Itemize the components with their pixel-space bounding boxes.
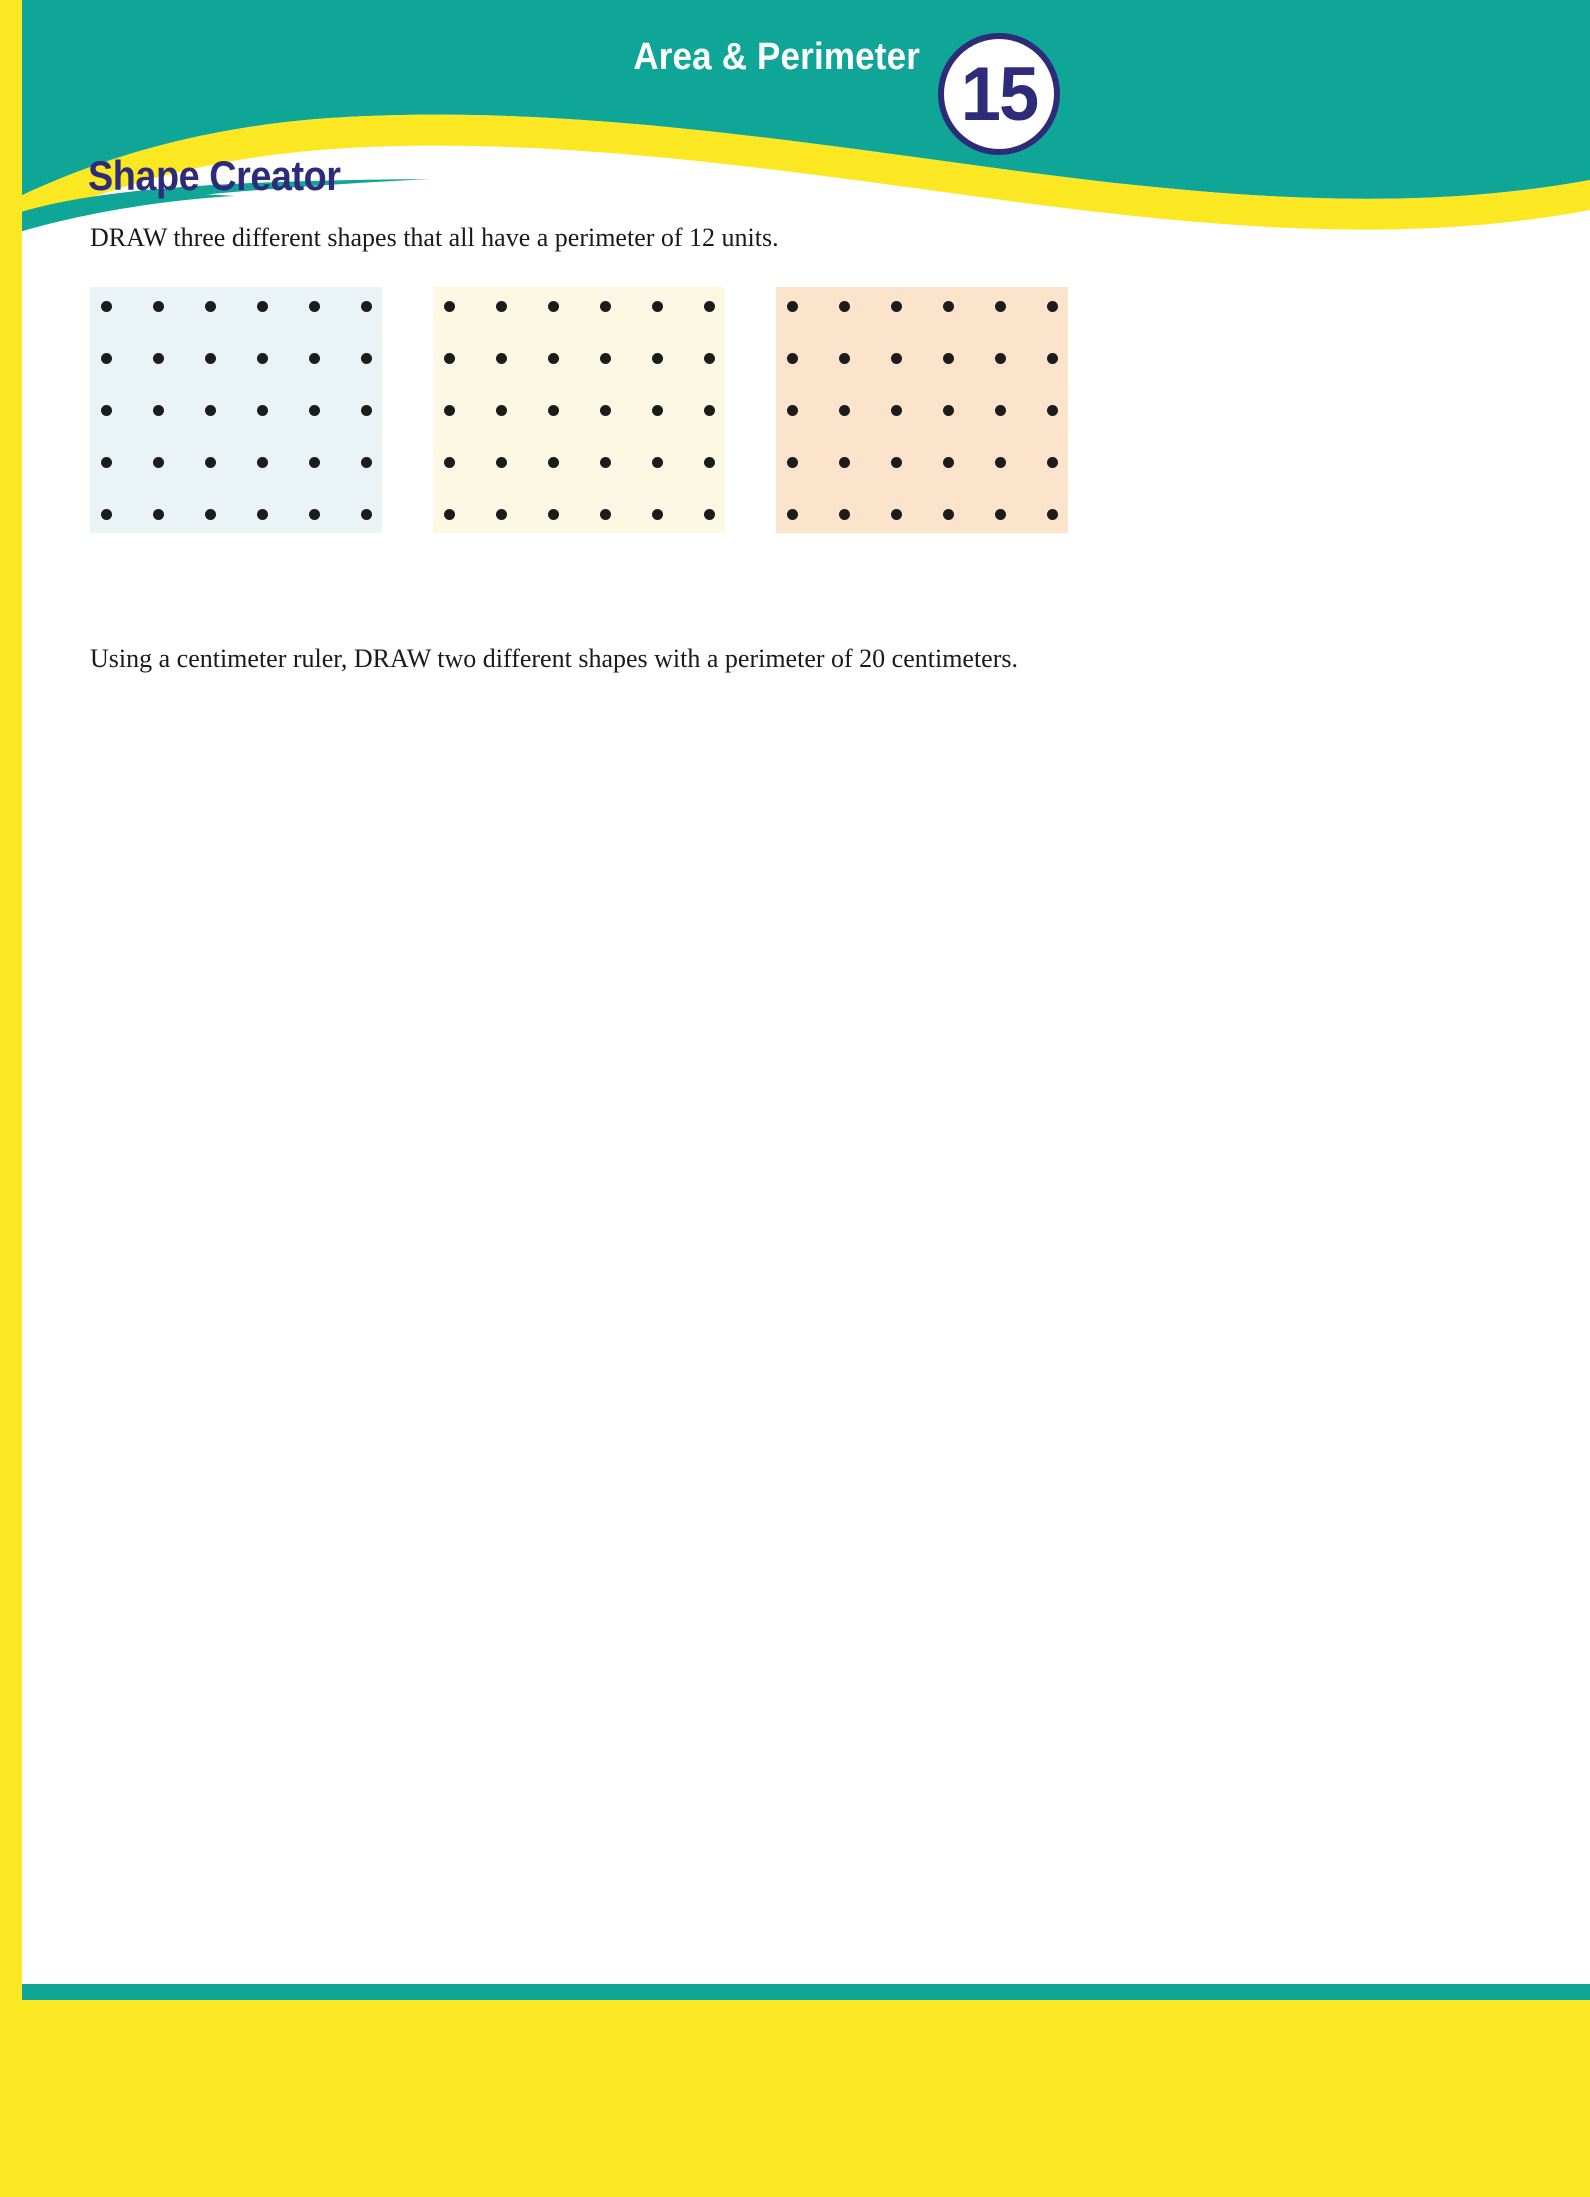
left-edge-accent-bar: [0, 0, 22, 2197]
grid-dot: [309, 457, 320, 468]
grid-dot: [309, 353, 320, 364]
page-number-label: 15: [960, 51, 1038, 137]
grid-dot: [891, 353, 902, 364]
grid-dot: [101, 353, 112, 364]
grid-dot: [496, 509, 507, 520]
grid-dot: [101, 509, 112, 520]
dot-grid-work-area: [90, 287, 1090, 537]
grid-dot: [600, 353, 611, 364]
grid-dot: [101, 301, 112, 312]
grid-dot: [704, 405, 715, 416]
blank-answer-space[interactable]: [90, 700, 1490, 1460]
dot-grid-1[interactable]: [90, 287, 382, 533]
grid-dot: [361, 509, 372, 520]
grid-dot: [257, 353, 268, 364]
grid-dot: [548, 509, 559, 520]
grid-dot: [444, 353, 455, 364]
grid-dot: [704, 509, 715, 520]
grid-dot: [600, 301, 611, 312]
grid-dot: [1047, 353, 1058, 364]
grid-dot: [995, 405, 1006, 416]
grid-dot: [600, 509, 611, 520]
grid-dot: [787, 457, 798, 468]
grid-dot: [787, 509, 798, 520]
instruction-text-1: DRAW three different shapes that all have a perimeter of 12 units.: [90, 223, 779, 252]
grid-dot: [496, 353, 507, 364]
dot-grid-2[interactable]: [433, 287, 725, 533]
grid-dot: [444, 457, 455, 468]
unit-title: Area & Perimeter: [633, 36, 920, 78]
grid-dot: [1047, 457, 1058, 468]
grid-dot: [153, 301, 164, 312]
grid-dot: [839, 405, 850, 416]
grid-dot: [839, 457, 850, 468]
instruction-text-2: Using a centimeter ruler, DRAW two different shapes with a perimeter of 20 centimeters.: [90, 644, 1019, 673]
grid-dot: [361, 301, 372, 312]
grid-dot: [496, 405, 507, 416]
grid-dot: [839, 353, 850, 364]
grid-dot: [205, 353, 216, 364]
grid-dot: [652, 405, 663, 416]
grid-dot: [943, 353, 954, 364]
grid-dot: [600, 457, 611, 468]
grid-dot: [995, 457, 1006, 468]
grid-dot: [943, 509, 954, 520]
grid-dot: [891, 301, 902, 312]
grid-dot: [891, 509, 902, 520]
grid-dot: [943, 457, 954, 468]
grid-dot: [787, 301, 798, 312]
grid-dot: [444, 509, 455, 520]
grid-dot: [839, 509, 850, 520]
grid-dot: [652, 301, 663, 312]
grid-dot: [891, 457, 902, 468]
grid-dot: [361, 457, 372, 468]
grid-dot: [787, 353, 798, 364]
grid-dot: [704, 457, 715, 468]
grid-dot: [891, 405, 902, 416]
grid-dot: [205, 301, 216, 312]
grid-dot: [444, 405, 455, 416]
grid-dot: [205, 509, 216, 520]
grid-dot: [361, 405, 372, 416]
dot-grid-3[interactable]: [776, 287, 1068, 533]
grid-dot: [153, 405, 164, 416]
grid-dot: [652, 353, 663, 364]
grid-dot: [257, 509, 268, 520]
grid-dot: [548, 301, 559, 312]
grid-dot: [153, 353, 164, 364]
grid-dot: [704, 353, 715, 364]
grid-dot: [496, 301, 507, 312]
grid-dot: [995, 353, 1006, 364]
grid-dot: [548, 457, 559, 468]
grid-dot: [496, 457, 507, 468]
grid-dot: [361, 353, 372, 364]
grid-dot: [548, 405, 559, 416]
grid-dot: [257, 457, 268, 468]
grid-dot: [704, 301, 715, 312]
grid-dot: [205, 457, 216, 468]
grid-dot: [787, 405, 798, 416]
grid-dot: [1047, 301, 1058, 312]
grid-dot: [839, 301, 850, 312]
grid-dot: [309, 509, 320, 520]
grid-dot: [995, 301, 1006, 312]
grid-dot: [943, 301, 954, 312]
grid-dot: [1047, 509, 1058, 520]
footer-teal-bar: [0, 1984, 1590, 2000]
grid-dot: [153, 457, 164, 468]
grid-dot: [652, 509, 663, 520]
grid-dot: [309, 405, 320, 416]
grid-dot: [548, 353, 559, 364]
grid-dot: [257, 301, 268, 312]
grid-dot: [444, 301, 455, 312]
grid-dot: [153, 509, 164, 520]
grid-dot: [652, 457, 663, 468]
page-number-badge: [938, 33, 1072, 167]
grid-dot: [101, 457, 112, 468]
grid-dot: [995, 509, 1006, 520]
grid-dot: [205, 405, 216, 416]
grid-dot: [309, 301, 320, 312]
grid-dot: [1047, 405, 1058, 416]
footer-yellow-block: [0, 2000, 1590, 2197]
grid-dot: [257, 405, 268, 416]
page-title: Shape Creator: [88, 152, 341, 199]
grid-dot: [600, 405, 611, 416]
grid-dot: [101, 405, 112, 416]
grid-dot: [943, 405, 954, 416]
